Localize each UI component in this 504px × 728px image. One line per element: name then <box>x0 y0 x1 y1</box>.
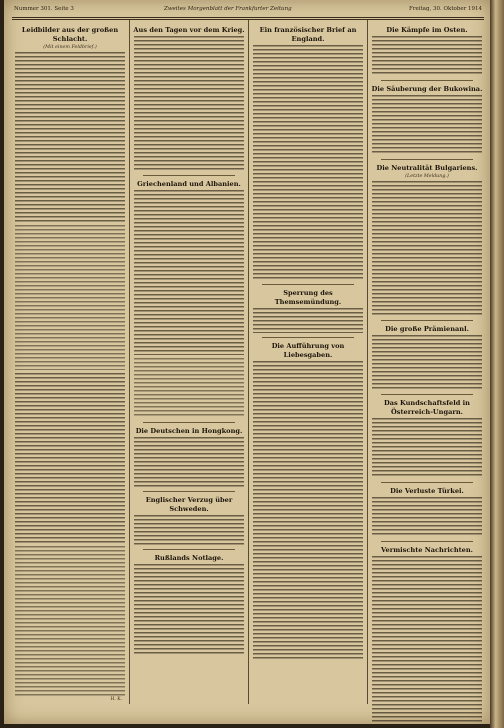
article-divider <box>381 482 473 483</box>
article-divider <box>381 394 473 395</box>
article-divider <box>381 320 473 321</box>
article-headline: Griechenland und Albanien. <box>137 180 241 188</box>
article-headline: Ein französischer Brief an England. <box>259 26 357 43</box>
column-separator <box>367 20 368 704</box>
column-4 <box>371 24 483 712</box>
body-text-block <box>372 95 482 155</box>
article-divider <box>381 541 473 542</box>
article-headline: Die Kämpfe im Osten. <box>386 26 468 34</box>
body-text-block <box>372 36 482 76</box>
body-text-block <box>15 373 125 543</box>
body-text-block <box>372 335 482 390</box>
article-divider <box>143 549 235 550</box>
article-divider <box>262 337 354 338</box>
article-subtitle: (Mit einem Feldbrief.) <box>43 45 97 50</box>
article-headline: Leidbilder aus der großen Schlacht. <box>21 26 119 43</box>
article-headline: Vermischte Nachrichten. <box>381 546 473 554</box>
column-1 <box>14 24 126 712</box>
column-separator <box>129 20 130 704</box>
issue-date: Freitag, 30. Oktober 1914 <box>409 6 482 12</box>
article-headline: Englischer Verzug über Schweden. <box>145 496 233 513</box>
body-text-block <box>372 418 482 478</box>
article-headline: Die Aufführung von Liebesgaben. <box>271 342 345 359</box>
body-text-block <box>15 546 125 696</box>
article-divider <box>143 175 235 176</box>
article-divider <box>143 422 235 423</box>
article-headline: Das Kundschaftsfeld in Österreich-Ungarn. <box>384 399 470 416</box>
body-text-block <box>372 497 482 537</box>
body-text-block <box>253 308 363 333</box>
article-divider <box>381 159 473 160</box>
body-text-block <box>15 225 125 370</box>
issue-number: Nummer 301. Seite 3 <box>14 6 74 12</box>
article-divider <box>143 491 235 492</box>
article-headline: Die Deutschen in Hongkong. <box>135 427 243 435</box>
body-text-block <box>372 556 482 724</box>
article-headline: Sperrung des Themsemündung. <box>274 289 342 306</box>
body-text-block <box>253 361 363 661</box>
body-text-block <box>372 181 482 316</box>
body-text-block <box>15 52 125 222</box>
article-headline: Die Verluste Türkei. <box>390 487 464 495</box>
masthead-rule <box>12 17 484 18</box>
article-signature: H. K. <box>110 697 122 702</box>
article-headline: Die Neutralität Bulgariens. <box>376 164 478 172</box>
masthead <box>14 3 482 17</box>
body-text-block <box>134 190 244 355</box>
article-headline: Aus den Tagen vor dem Krieg. <box>133 26 245 34</box>
newspaper-page <box>4 0 490 724</box>
body-text-block <box>134 437 244 487</box>
article-headline: Rußlands Notlage. <box>154 554 224 562</box>
body-text-block <box>253 45 363 280</box>
article-headline: Die große Prämienanl. <box>385 325 469 333</box>
column-separator <box>248 20 249 704</box>
article-headline: Die Säuberung der Bukowina. <box>371 85 483 93</box>
column-2 <box>133 24 245 712</box>
body-text-block <box>134 358 244 418</box>
article-divider <box>381 80 473 81</box>
body-text-block <box>134 515 244 545</box>
article-divider <box>262 284 354 285</box>
page-edge <box>490 0 504 728</box>
article-subtitle: (Letzte Meldung.) <box>405 174 449 179</box>
newspaper-name: Zweites Morgenblatt der Frankfurter Zeitung <box>164 6 292 12</box>
body-text-block <box>134 564 244 654</box>
column-3 <box>252 24 364 712</box>
body-text-block <box>134 36 244 171</box>
